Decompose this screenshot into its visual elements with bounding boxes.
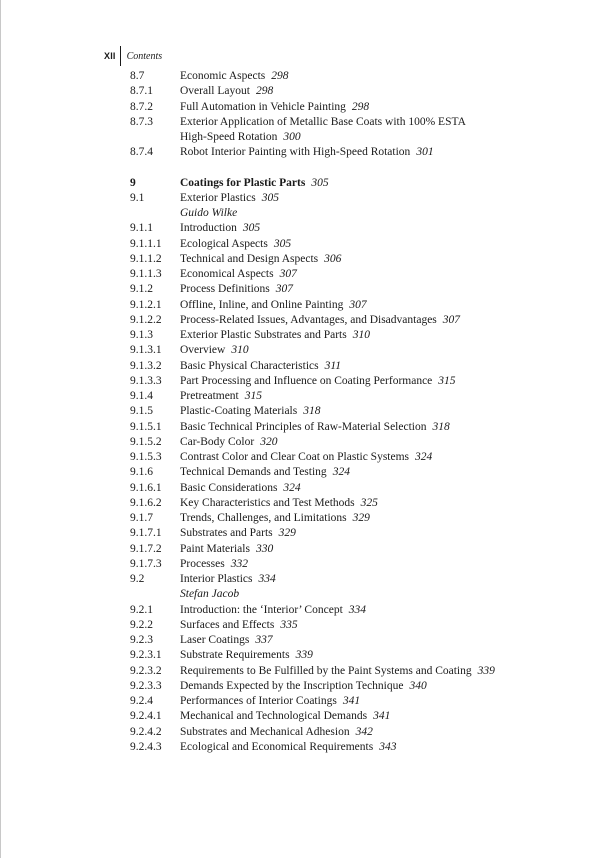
entry-title: Exterior Plastic Substrates and Parts: [180, 329, 347, 341]
entry-page-number: 306: [324, 252, 342, 265]
entry-page-number: 311: [324, 359, 342, 372]
entry-page-number: 307: [279, 268, 297, 280]
entry-page-number: 340: [409, 679, 427, 692]
entry-number: 9.2.4.1: [130, 710, 162, 723]
header-divider: [120, 46, 121, 66]
entry-title: Substrates and Parts: [180, 527, 273, 540]
entry-title: Interior Plastics: [180, 573, 253, 585]
entry-number: 9.1.5.1: [130, 420, 162, 433]
entry-title: Process-Related Issues, Advantages, and Disadvantages: [180, 313, 437, 326]
entry-text: [180, 374, 590, 389]
toc-entry: [130, 465, 590, 480]
toc-entry: [130, 343, 590, 358]
entry-text: [180, 420, 590, 435]
entry-number: 9.2.3.3: [130, 679, 162, 692]
toc-entry: [130, 221, 590, 236]
entry-page-number: 324: [332, 466, 350, 479]
section-gap: [130, 161, 590, 176]
entry-number: 9.1.2.1: [130, 298, 162, 311]
entry-text: [180, 694, 590, 709]
page-edge: [0, 0, 1, 858]
entry-title: Pretreatment: [180, 390, 239, 402]
entry-page-number: 307: [442, 313, 461, 326]
entry-text: [180, 221, 590, 236]
entry-title: Trends, Challenges, and Limitations: [180, 512, 347, 524]
entry-text: [180, 328, 590, 343]
entry-number: 8.7.1: [130, 85, 153, 98]
entry-text: [180, 359, 590, 374]
entry-text: [180, 496, 590, 511]
toc-entry: [130, 252, 590, 267]
toc-entry: [130, 69, 590, 84]
toc-entry: [130, 618, 590, 633]
toc-entry: [130, 450, 590, 465]
toc-entry: [130, 435, 590, 450]
entry-title: Surfaces and Effects: [180, 618, 275, 631]
entry-title: Part Processing and Influence on Coating Performance: [180, 374, 433, 387]
toc-entry: [130, 359, 590, 374]
entry-page-number: 339: [477, 664, 495, 677]
entry-number: 9.1: [130, 191, 145, 204]
entry-number: 9.1.7: [130, 512, 153, 524]
toc-entry: [130, 100, 590, 115]
entry-page-number: 318: [303, 405, 321, 418]
entry-page-number: 310: [352, 329, 370, 341]
entry-number: 9.1.6.2: [130, 496, 162, 509]
entry-title: Mechanical and Technological Demands: [180, 710, 368, 723]
entry-number: 9.1.6: [130, 466, 153, 479]
entry-number: 9.2.3: [130, 634, 153, 646]
entry-text: [180, 603, 590, 618]
entry-number: 9.1.1.2: [130, 252, 162, 265]
entry-number: 9.1.2.2: [130, 313, 162, 326]
entry-number: 8.7.3: [130, 115, 153, 128]
entry-page-number: 315: [438, 374, 456, 387]
entry-text: [180, 313, 590, 328]
toc-entry: [130, 115, 590, 146]
entry-page-number: 324: [283, 481, 301, 494]
entry-number: 9.1.5.3: [130, 451, 162, 463]
entry-number: 9.2.1: [130, 603, 153, 616]
entry-title: Basic Physical Characteristics: [180, 359, 319, 372]
entry-page-number: 298: [255, 85, 274, 98]
entry-text: [180, 648, 590, 663]
entry-number: 8.7: [130, 70, 145, 82]
entry-text: [180, 725, 590, 740]
entry-title-continued: High-Speed Rotation: [180, 131, 278, 143]
entry-page-number: 307: [349, 298, 367, 311]
toc-entry: [130, 420, 590, 435]
entry-page-number: 335: [280, 618, 298, 631]
toc-entry: [130, 404, 590, 419]
entry-title: Performances of Interior Coatings: [180, 695, 337, 707]
entry-text: [180, 633, 590, 648]
entry-text: [180, 191, 590, 206]
entry-text: [180, 450, 590, 465]
entry-number: 9.1.1.3: [130, 268, 162, 280]
toc-section-8: [130, 69, 590, 161]
entry-text: [180, 435, 590, 450]
entry-number: [130, 587, 180, 602]
entry-title: Exterior Application of Metallic Base Coats with 100% ESTA: [180, 115, 466, 128]
entry-text: [180, 252, 590, 267]
entry-number: 9.1.3.3: [130, 374, 162, 387]
entry-number: 9.1.3: [130, 329, 153, 341]
table-of-contents: [130, 69, 590, 755]
entry-page-number: 342: [355, 725, 373, 738]
toc-entry: [130, 267, 590, 282]
entry-page-number: 343: [379, 740, 397, 753]
entry-text: [180, 740, 590, 755]
entry-page-number: 341: [373, 710, 391, 723]
entry-text: [180, 389, 590, 404]
entry-page-number: 334: [258, 573, 276, 585]
toc-author-line: [130, 206, 590, 221]
chapter-page: 305: [311, 176, 329, 189]
entry-text: [180, 298, 590, 313]
entry-text: [180, 587, 590, 602]
entry-page-number: 324: [415, 451, 433, 463]
entry-title: Contrast Color and Clear Coat on Plastic Systems: [180, 451, 410, 463]
entry-number: 9.1.2: [130, 283, 153, 296]
entry-number: 9.2.4.2: [130, 725, 162, 738]
toc-entry: [130, 511, 590, 526]
entry-title: Economic Aspects: [180, 70, 266, 82]
entry-title: Substrate Requirements: [180, 649, 290, 662]
entry-page-number: 301: [416, 146, 434, 159]
entry-number: 9.2.4.3: [130, 740, 162, 753]
entry-text: [180, 572, 590, 587]
entry-text: [180, 526, 590, 541]
toc-entry: [130, 374, 590, 389]
toc-author-line: [130, 587, 590, 602]
entry-number: 9.2.2: [130, 618, 153, 631]
entry-page-number: 329: [352, 512, 370, 524]
entry-title: Ecological and Economical Requirements: [180, 740, 374, 753]
entry-number: [130, 206, 180, 221]
toc-entry: [130, 481, 590, 496]
entry-text: [180, 709, 590, 724]
entry-number: 9.1.4: [130, 390, 153, 402]
entry-title: Introduction: [180, 222, 237, 235]
entry-text: [180, 465, 590, 480]
entry-number: 9.2: [130, 573, 145, 585]
entry-title: Requirements to Be Fulfilled by the Paint Systems and Coating: [180, 664, 472, 677]
entry-title: Substrates and Mechanical Adhesion: [180, 725, 350, 738]
toc-entry: [130, 282, 590, 297]
entry-page-number: 300: [283, 131, 301, 143]
toc-entry: [130, 389, 590, 404]
entry-title: Overall Layout: [180, 85, 250, 98]
entry-text: [180, 100, 590, 115]
entry-page-number: 310: [231, 344, 249, 357]
entry-number: 9.1.7.2: [130, 542, 162, 555]
chapter-title: Coatings for Plastic Parts: [180, 176, 306, 189]
entry-page-number: 305: [273, 237, 292, 250]
toc-entry: [130, 603, 590, 618]
entry-number: 9.1.5: [130, 405, 153, 418]
entry-text: [180, 404, 590, 419]
entry-number: 9.1.6.1: [130, 481, 162, 494]
entry-number: 9.2.3.1: [130, 649, 162, 662]
toc-entry: [130, 572, 590, 587]
entry-title: Economical Aspects: [180, 268, 274, 280]
entry-page-number: 315: [244, 390, 263, 402]
entry-page-number: 307: [275, 283, 294, 296]
toc-entry: [130, 633, 590, 648]
toc-entry: [130, 328, 590, 343]
entry-number: 9.1.7.1: [130, 527, 162, 540]
entry-text: [180, 557, 590, 572]
entry-page-number: 318: [432, 420, 450, 433]
entry-title: Robot Interior Painting with High-Speed Rotation: [180, 146, 411, 159]
entry-title: Offline, Inline, and Online Painting: [180, 298, 344, 311]
author-name: Stefan Jacob: [180, 588, 240, 601]
entry-text: [180, 542, 590, 557]
entry-text: [180, 69, 590, 84]
entry-title: Ecological Aspects: [180, 237, 268, 250]
toc-entry: [130, 648, 590, 663]
entry-text: [180, 481, 590, 496]
entry-title: Laser Coatings: [180, 634, 250, 646]
entry-title: Paint Materials: [180, 542, 250, 555]
toc-entry: [130, 496, 590, 511]
toc-entry: [130, 740, 590, 755]
entry-title: Demands Expected by the Inscription Technique: [180, 679, 404, 692]
toc-entry: [130, 237, 590, 252]
entry-page-number: 341: [342, 695, 361, 707]
entry-number: 9.2.4: [130, 695, 153, 707]
chapter-number: 9: [130, 176, 136, 189]
entry-number: 9.2.3.2: [130, 664, 162, 677]
toc-entry: [130, 679, 590, 694]
entry-page-number: 339: [295, 649, 313, 662]
toc-entry: [130, 664, 590, 679]
toc-chapter-heading: [130, 176, 590, 191]
entry-text: [180, 237, 590, 252]
entry-page-number: 330: [255, 542, 274, 555]
entry-number: 8.7.4: [130, 146, 153, 159]
entry-text: [180, 206, 590, 221]
entry-title: Technical and Design Aspects: [180, 252, 319, 265]
toc-entry: [130, 145, 590, 160]
toc-entry: [130, 542, 590, 557]
entry-title: Technical Demands and Testing: [180, 466, 327, 479]
toc-entry: [130, 298, 590, 313]
entry-page-number: 325: [360, 496, 378, 509]
author-name: Guido Wilke: [180, 207, 238, 219]
entry-number: 9.1.5.2: [130, 435, 162, 448]
entry-page-number: 329: [278, 527, 296, 540]
toc-entry: [130, 694, 590, 709]
entry-title: Full Automation in Vehicle Painting: [180, 100, 346, 113]
entry-title: Overview: [180, 344, 226, 357]
entry-number: 9.1.3.2: [130, 359, 162, 372]
toc-section-9: [130, 191, 590, 755]
entry-title: Car-Body Color: [180, 435, 255, 448]
entry-title: Basic Considerations: [180, 481, 278, 494]
entry-title: Process Definitions: [180, 283, 270, 296]
entry-text: [180, 343, 590, 358]
entry-title: Exterior Plastics: [180, 191, 256, 204]
toc-entry: [130, 313, 590, 328]
entry-page-number: 337: [255, 634, 273, 646]
toc-entry: [130, 526, 590, 541]
toc-entry: [130, 725, 590, 740]
entry-page-number: 298: [271, 70, 289, 82]
entry-text: [180, 282, 590, 297]
running-title: Contents: [126, 50, 163, 62]
entry-text: [180, 267, 590, 282]
entry-number: 8.7.2: [130, 100, 153, 113]
entry-page-number: 332: [230, 557, 248, 570]
entry-text: [180, 618, 590, 633]
entry-title: Key Characteristics and Test Methods: [180, 496, 355, 509]
running-header: [104, 48, 162, 64]
entry-page-number: 305: [242, 222, 261, 235]
toc-entry: [130, 191, 590, 206]
entry-number: 9.1.1: [130, 222, 153, 235]
entry-text: [180, 679, 590, 694]
entry-text: [180, 664, 590, 679]
entry-text: [180, 84, 590, 99]
entry-number: 9.1.1.1: [130, 237, 162, 250]
entry-title: Basic Technical Principles of Raw-Material Selection: [180, 420, 427, 433]
entry-title: Plastic-Coating Materials: [180, 405, 298, 418]
entry-title: Processes: [180, 557, 225, 570]
page-number: XII: [104, 51, 116, 61]
entry-text: [180, 145, 590, 160]
entry-number: 9.1.3.1: [130, 344, 162, 357]
entry-page-number: 334: [348, 603, 367, 616]
entry-page-number: 298: [351, 100, 370, 113]
entry-number: 9.1.7.3: [130, 557, 162, 570]
entry-title: Introduction: the ‘Interior’ Concept: [180, 603, 343, 616]
entry-page-number: 305: [261, 191, 279, 204]
toc-entry: [130, 557, 590, 572]
entry-text: [180, 115, 590, 146]
entry-page-number: 320: [260, 435, 278, 448]
toc-entry: [130, 84, 590, 99]
toc-entry: [130, 709, 590, 724]
entry-text: [180, 511, 590, 526]
